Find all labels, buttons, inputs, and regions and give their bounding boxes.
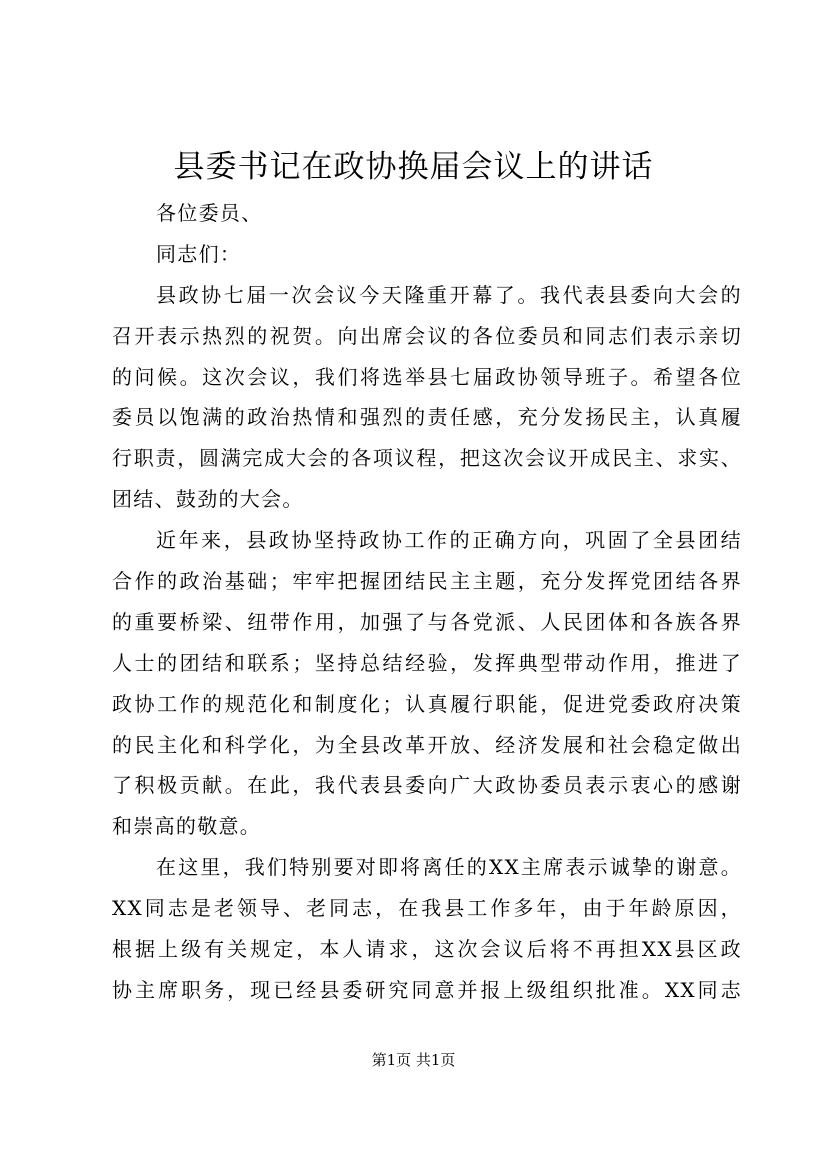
text-line: 的民主化和科学化，为全县改革开放、经济发展和社会稳定做出 xyxy=(112,732,742,757)
text-line: 同志们： xyxy=(156,241,242,266)
text-line: 团结、鼓劲的大会。 xyxy=(112,487,304,512)
text-line: 在这里，我们特别要对即将离任的XX主席表示诚挚的谢意。 xyxy=(156,855,742,880)
document-title: 县委书记在政协换届会议上的讲话 xyxy=(173,149,654,185)
text-line: 协主席职务，现已经县委研究同意并报上级组织批准。XX同志 xyxy=(112,977,742,1002)
text-line: 近年来，县政协坚持政协工作的正确方向，巩固了全县团结 xyxy=(156,528,742,553)
text-line: 各位委员、 xyxy=(156,201,263,225)
text-line: XX同志是老领导、老同志，在我县工作多年，由于年龄原因， xyxy=(112,896,742,921)
text-line: 和崇高的敬意。 xyxy=(112,814,262,839)
text-line: 政协工作的规范化和制度化；认真履行职能，促进党委政府决策 xyxy=(112,691,742,716)
page-footer: 第1页 共1页 xyxy=(371,1051,456,1069)
document-body xyxy=(112,193,742,1011)
text-line: 根据上级有关规定，本人请求，这次会议后将不再担XX县区政 xyxy=(112,937,742,962)
text-line: 召开表示热烈的祝贺。向出席会议的各位委员和同志们表示亲切 xyxy=(112,323,742,348)
text-line: 行职责，圆满完成大会的各项议程，把这次会议开成民主、求实、 xyxy=(112,446,742,471)
text-line: 合作的政治基础；牢牢把握团结民主主题，充分发挥党团结各界 xyxy=(112,569,742,594)
text-line: 的重要桥梁、纽带作用，加强了与各党派、人民团体和各族各界 xyxy=(112,609,742,634)
text-line: 委员以饱满的政治热情和强烈的责任感，充分发扬民主，认真履 xyxy=(112,405,742,430)
text-line: 了积极贡献。在此，我代表县委向广大政协委员表示衷心的感谢 xyxy=(112,773,742,798)
text-line: 的问候。这次会议，我们将选举县七届政协领导班子。希望各位 xyxy=(112,364,742,389)
text-line: 县政协七届一次会议今天隆重开幕了。我代表县委向大会的 xyxy=(156,282,742,307)
text-line: 人士的团结和联系；坚持总结经验，发挥典型带动作用，推进了 xyxy=(112,650,742,675)
